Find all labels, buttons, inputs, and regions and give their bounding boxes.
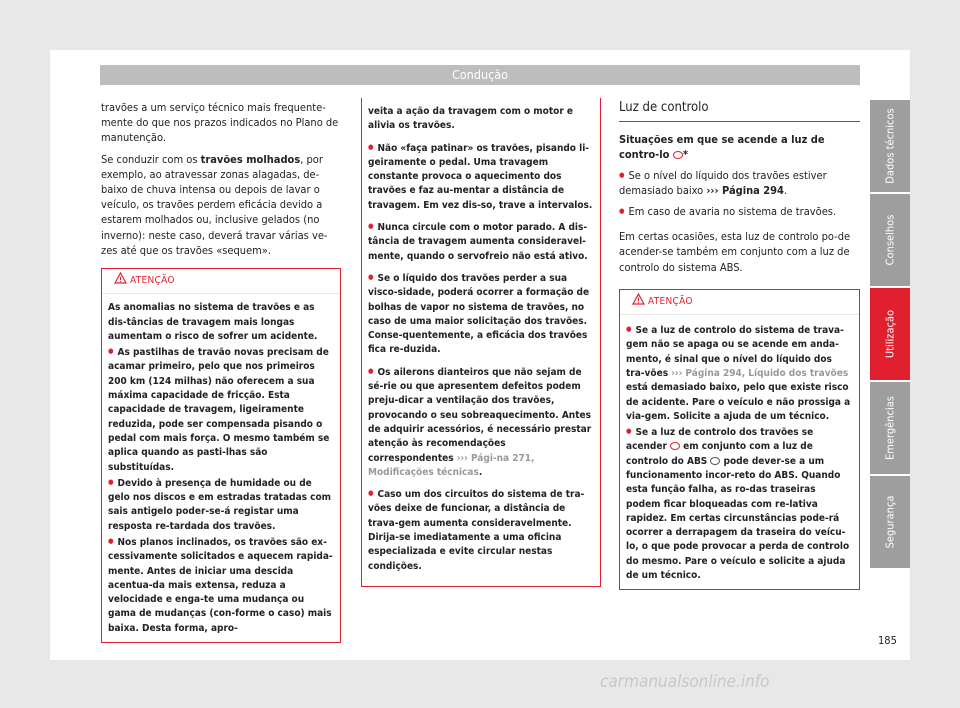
list-item xyxy=(619,168,860,198)
tab-utilizacao[interactable] xyxy=(870,288,910,380)
text: Se conduzir com os xyxy=(101,152,201,166)
warning-item: ● Não «faça patinar» os travões, pisando li-geiramente o pedal. Uma travagem constante provoca o aquecimento dos travões e faz au-mentar a distância de travagem. Em vez dis-so, trave a intervalos. xyxy=(368,140,594,213)
paragraph: Em certas ocasiões, esta luz de controlo po-de acender-se também em conjunto com a luz de controlo do sistema ABS. xyxy=(619,230,851,274)
cross-reference-link[interactable]: ››› Pági-na 271, Modificações técnicas xyxy=(368,452,535,478)
warning-item: ● Caso um dos circuitos do sistema de tra-vões deixe de funcionar, a distância de trava-gem aumenta consideravelmente. Dirija-se imediatamente a uma oficina especializada e evite circular nestas condições. xyxy=(368,486,594,574)
sub-heading xyxy=(619,132,860,162)
cross-reference-link[interactable]: ››› Página 294 xyxy=(706,183,784,197)
tab-label: Conselhos xyxy=(883,214,897,266)
warning-triangle-icon xyxy=(114,272,127,284)
brake-warning-lamp-icon xyxy=(673,151,683,159)
warning-intro: As anomalias no sistema de travões e as dis-tâncias de travagem mais longas aumentam o risco de sofrer um acidente. xyxy=(108,302,318,342)
tab-label: Segurança xyxy=(883,495,897,549)
tab-seguranca[interactable] xyxy=(870,476,910,568)
text: , por exemplo, ao atravessar zonas alagadas, de-baixo de chuva intensa ou depois de lavar o veículo, os travões perdem eficácia devido a estarem molhados ou, inclusive gelados (no inverno): neste caso, deverá travar várias ve-zes até que os travões «sequem». xyxy=(101,152,328,257)
warning-title: ATENÇÃO xyxy=(648,295,693,307)
warning-box-continued xyxy=(361,98,601,587)
tab-label: Utilização xyxy=(883,309,897,359)
brake-warning-lamp-icon xyxy=(670,442,680,450)
warning-header xyxy=(102,269,340,294)
text: . xyxy=(783,183,788,197)
warning-item: ● Os ailerons dianteiros que não sejam de sé-rie ou que apresentem defeitos podem preju-dicar a ventilação dos travões, provocando o seu sobreaquecimento. Antes de adquirir acessórios, é necessário prestar atenção às recomendações correspondentes ››› Pági-na 271, Modificações técnicas. xyxy=(368,364,594,480)
page-number: 185 xyxy=(878,634,897,647)
text: Se o nível do líquido dos travões estiver demasiado baixo xyxy=(619,168,827,197)
tab-emergencias[interactable] xyxy=(870,382,910,474)
page-header: Condução xyxy=(100,65,860,85)
warning-item xyxy=(626,424,853,583)
warning-item: ● As pastilhas de travão novas precisam de acamar primeiro, pelo que nos primeiros 200 km (124 milhas) não oferecem a sua máxima capacidade de fricção. Esta capacidade de travagem, ligeiramente reduzida, pode ser compensada pisando o pedal com mais força. O mesmo também se aplica quando as pasti-lhas são substituídas. xyxy=(108,344,334,475)
text: pode dever-se a um funcionamento incor-reto do ABS. Quando esta função falha, as ro-das traseiras podem ficar bloqueadas com re-lativa rapidez. Em certas circunstâncias pode-rá ocorrer a derrapagem da traseira do veícu-lo, o que pode provocar a perda de controlo do mesmo. Pare o veículo e solicite a ajuda de um técnico. xyxy=(626,455,850,582)
text: Os ailerons dianteiros que não sejam de sé-rie ou que apresentem defeitos podem preju-dicar a ventilação dos travões, provocando o seu sobreaquecimento. Antes de adquirir acessórios, é necessário prestar atenção às recomendações correspondentes xyxy=(368,366,592,464)
text: Se a luz de controlo dos travões se acender xyxy=(626,427,814,453)
cross-reference-link[interactable]: ››› Página 294, Líquido dos travões xyxy=(671,367,849,379)
warning-body xyxy=(620,315,859,589)
warning-body xyxy=(102,294,340,642)
warning-item: ● Nunca circule com o motor parado. A dis-tância de travagem aumenta consideravel-mente, quando o servofreio não está ativo. xyxy=(368,219,594,264)
column-right xyxy=(619,98,860,590)
paragraph xyxy=(101,152,341,258)
warning-box xyxy=(101,268,341,643)
column-middle xyxy=(361,98,601,587)
bold-text: travões molhados xyxy=(200,152,301,166)
tab-label: Emergências xyxy=(883,396,897,460)
tab-label: Dados técnicos xyxy=(883,108,897,184)
text: Se a luz de controlo do sistema de trava-gem não se apaga ou se acende em anda-mento, é sinal que o nível do líquido dos tra-vões xyxy=(626,325,844,379)
tab-dados-tecnicos[interactable] xyxy=(870,100,910,192)
warning-title: ATENÇÃO xyxy=(130,275,175,287)
warning-item: ● Se o líquido dos travões perder a sua visco-sidade, poderá ocorrer a formação de bolhas de vapor no sistema de travões, no caso de uma maior solicitação dos travões. Conse-quentemente, a eficácia dos travões fica re-duzida. xyxy=(368,270,594,358)
warning-triangle-icon xyxy=(632,293,645,305)
warning-item xyxy=(626,322,853,424)
warning-intro: veita a ação da travagem com o motor e alivia os travões. xyxy=(368,106,574,132)
text: * xyxy=(682,148,689,162)
warning-item: ● Nos planos inclinados, os travões são ex-cessivamente solicitados e aquecem rapida-mente. Antes de iniciar uma descida acentua-da mais extensa, reduza a velocidade e enga-te uma mudança ou gama de mudanças (con-forme o caso) mais baixa. Desta forma, apro- xyxy=(108,534,334,636)
text: em conjunto com a luz de controlo do ABS xyxy=(626,441,813,467)
paragraph: travões a um serviço técnico mais frequente-mente do que nos prazos indicados no Plano de manutenção. xyxy=(101,101,339,145)
column-left xyxy=(101,100,341,643)
list-item: ● Em caso de avaria no sistema de travões. xyxy=(619,204,860,219)
warning-box xyxy=(619,289,860,591)
warning-item: ● Devido à presença de humidade ou de gelo nos discos e em estradas tratadas com sais antigelo poder-se-á registar uma resposta re-tardada dos travões. xyxy=(108,475,334,534)
chapter-tabs xyxy=(870,100,910,570)
watermark: carmanualsonline.info xyxy=(600,672,770,692)
tab-conselhos[interactable] xyxy=(870,194,910,286)
section-title: Luz de controlo xyxy=(619,98,860,122)
abs-warning-lamp-icon xyxy=(710,457,720,465)
text: Situações em que se acende a luz de contro-lo xyxy=(619,133,825,162)
warning-header xyxy=(620,290,859,315)
text: está demasiado baixo, pelo que existe risco de acidente. Pare o veículo e não prossiga a via-gem. Solicite a ajuda de um técnico. xyxy=(626,382,851,422)
